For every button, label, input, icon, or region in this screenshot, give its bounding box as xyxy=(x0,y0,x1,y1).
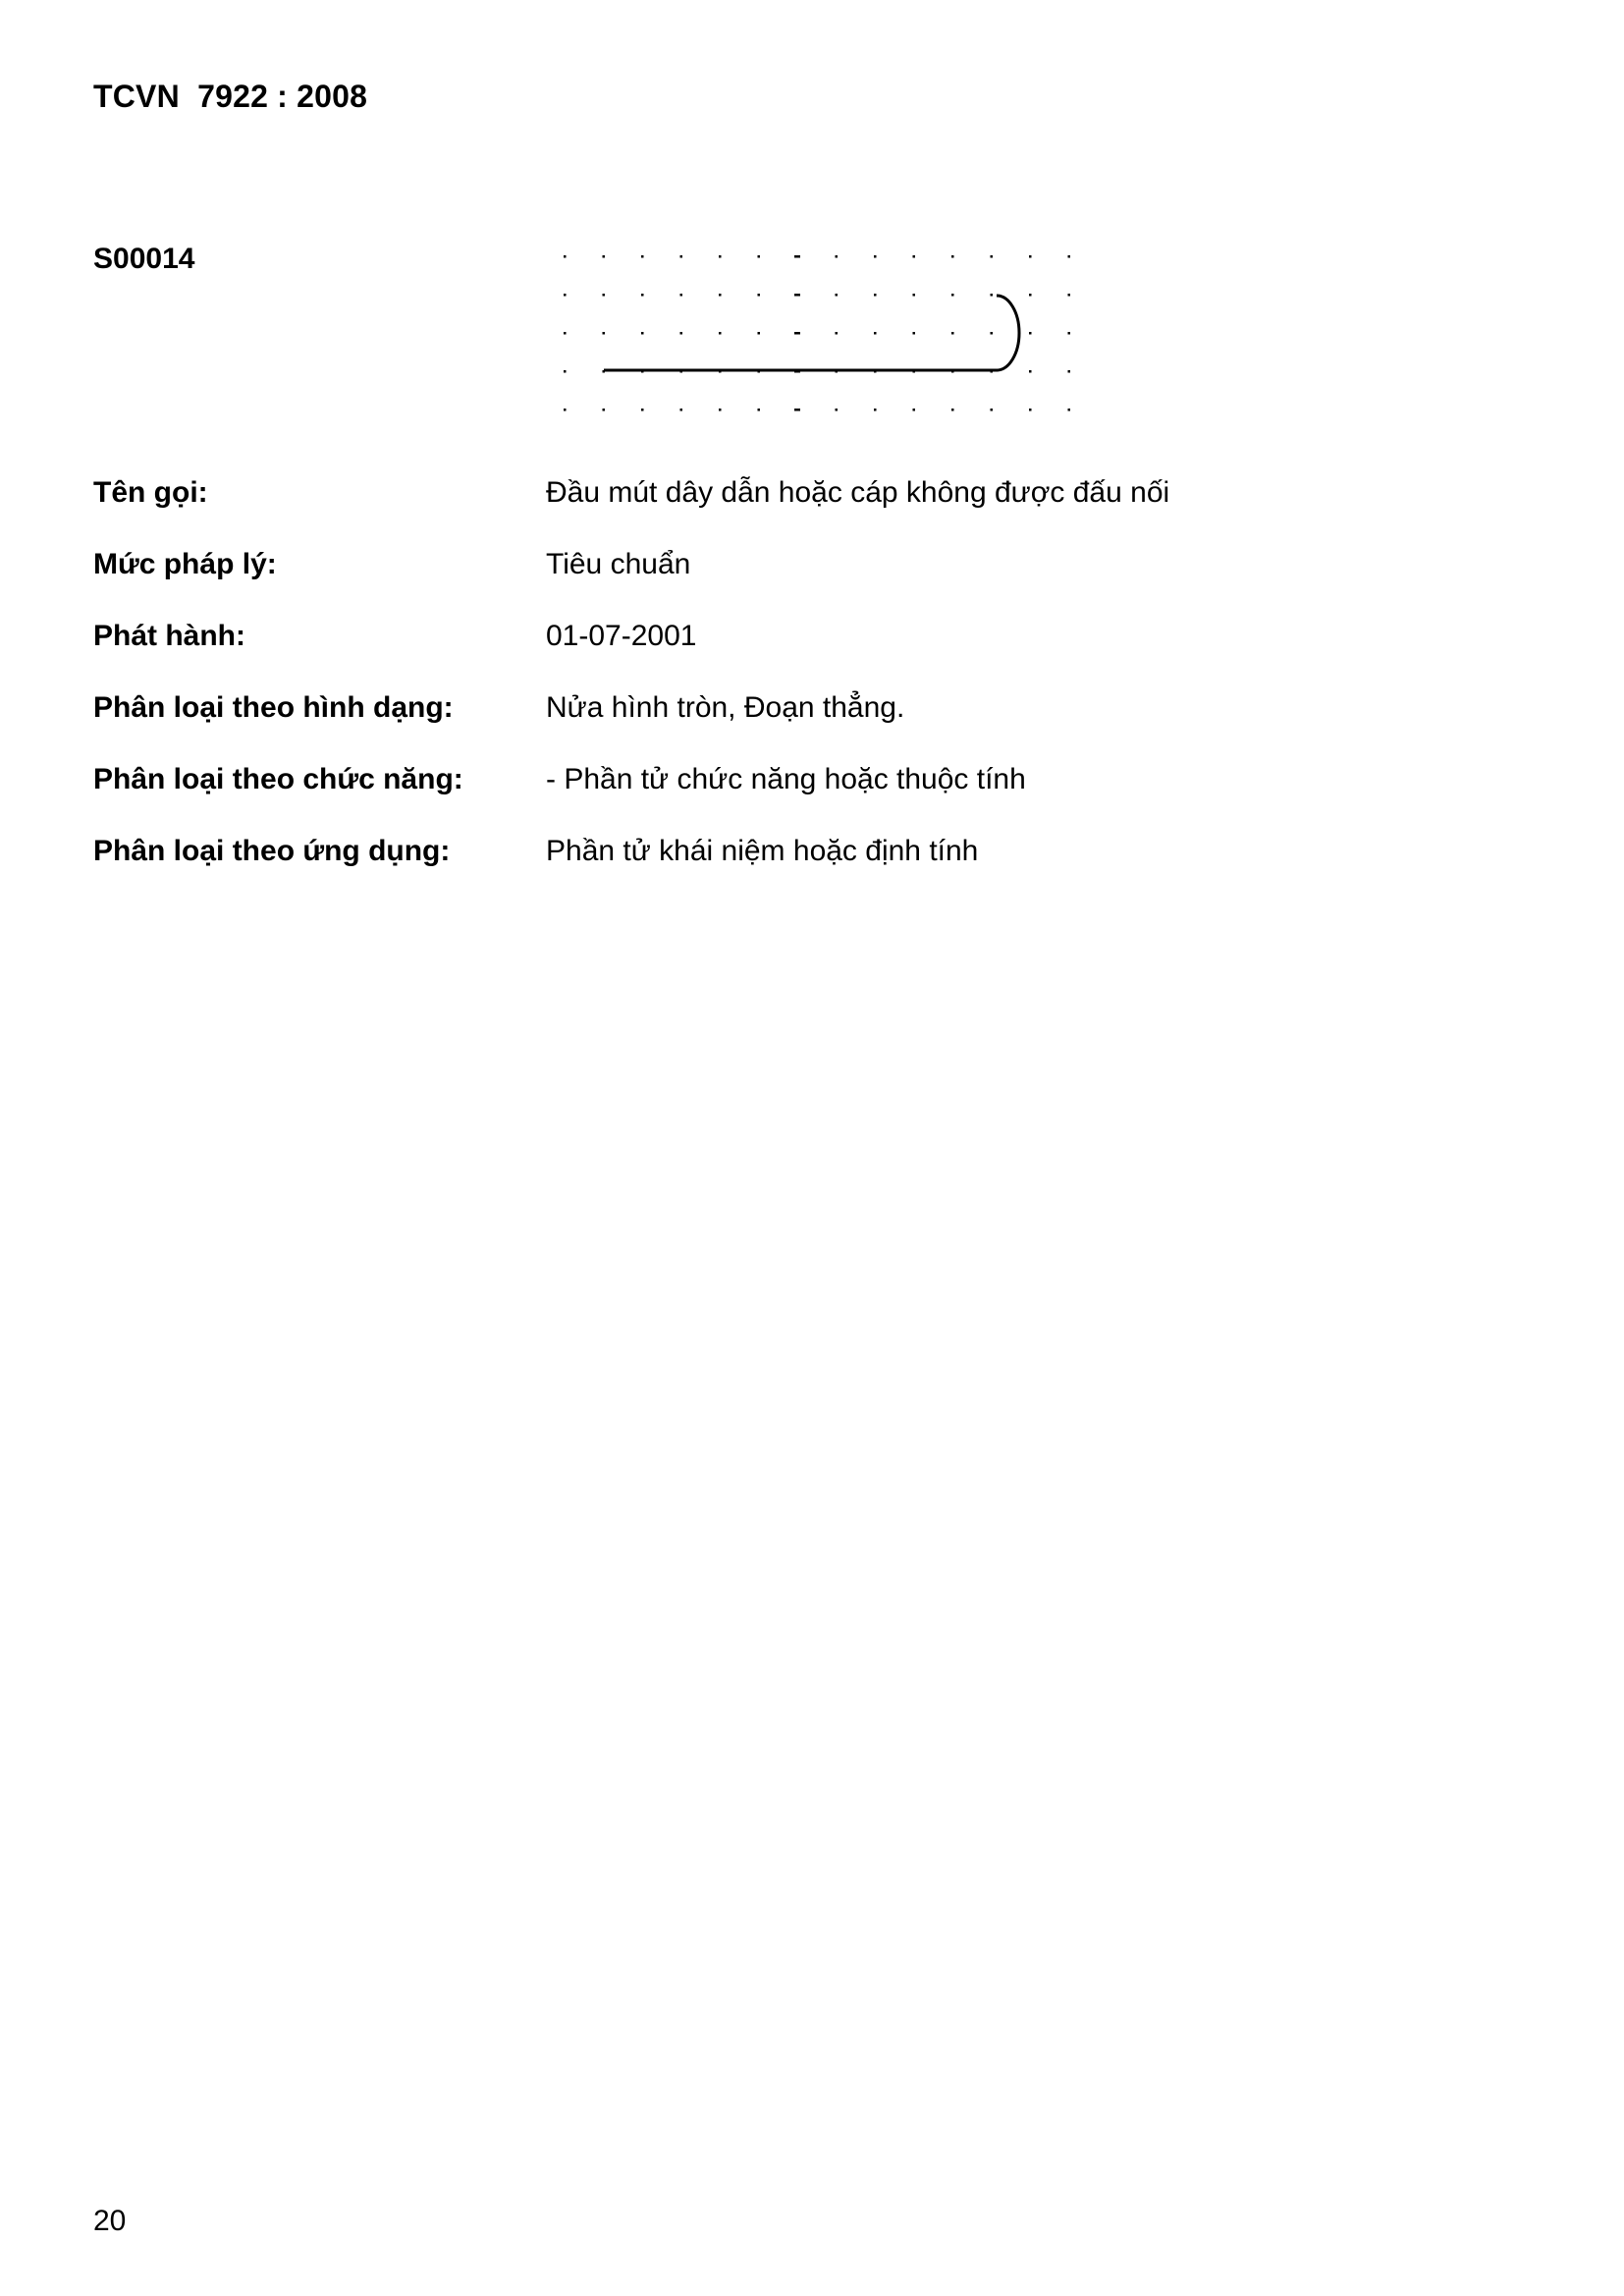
property-value: Đầu mút dây dẫn hoặc cáp không được đấu nối xyxy=(546,476,1170,509)
page-number: 20 xyxy=(93,2205,127,2237)
grid-dot xyxy=(951,409,954,411)
property-value: - Phần tử chức năng hoặc thuộc tính xyxy=(546,763,1026,795)
grid-dot xyxy=(641,332,644,335)
grid-dot xyxy=(1068,370,1071,373)
property-label: Phát hành: xyxy=(93,620,245,652)
grid-dot xyxy=(913,409,916,411)
property-row-legal-level xyxy=(93,545,1468,617)
property-label: Mức pháp lý: xyxy=(93,548,277,580)
grid-dot xyxy=(719,409,722,411)
grid-dot xyxy=(874,332,877,335)
property-value: Tiêu chuẩn xyxy=(546,548,691,580)
grid-dot xyxy=(913,255,916,258)
grid-tick xyxy=(794,332,800,335)
grid-dot xyxy=(719,294,722,297)
grid-dot xyxy=(991,409,994,411)
grid-dot xyxy=(1068,332,1071,335)
grid-dot xyxy=(836,332,839,335)
grid-dot xyxy=(641,255,644,258)
grid-dot xyxy=(1068,255,1071,258)
grid-dot xyxy=(991,332,994,335)
grid-dot xyxy=(603,409,606,411)
property-value: Phần tử khái niệm hoặc định tính xyxy=(546,835,979,867)
grid-dot xyxy=(564,294,567,297)
grid-dot xyxy=(1029,255,1032,258)
grid-dot xyxy=(1068,294,1071,297)
property-row-function-class xyxy=(93,760,1468,832)
grid-dot xyxy=(719,255,722,258)
grid-dot xyxy=(836,409,839,411)
property-label: Phân loại theo ứng dụng: xyxy=(93,835,451,867)
grid-dot xyxy=(564,409,567,411)
grid-dot xyxy=(1029,370,1032,373)
symbol-dot-grid xyxy=(564,255,1070,411)
grid-dot xyxy=(1029,332,1032,335)
grid-dot xyxy=(641,409,644,411)
grid-dot xyxy=(564,255,567,258)
property-value: 01-07-2001 xyxy=(546,620,697,652)
property-row-shape-class xyxy=(93,688,1468,760)
property-label: Phân loại theo chức năng: xyxy=(93,763,463,795)
grid-dot xyxy=(836,255,839,258)
grid-dot xyxy=(680,294,683,297)
grid-dot xyxy=(874,294,877,297)
cable-line xyxy=(604,296,1019,370)
grid-dot xyxy=(680,332,683,335)
property-row-name xyxy=(93,473,1468,545)
property-row-application-class xyxy=(93,832,1468,903)
grid-dot xyxy=(758,409,761,411)
grid-dot xyxy=(951,332,954,335)
grid-dot xyxy=(1068,409,1071,411)
grid-dot xyxy=(913,294,916,297)
grid-dot xyxy=(641,294,644,297)
property-label: Tên gọi: xyxy=(93,476,208,509)
grid-dot xyxy=(913,332,916,335)
symbol-code: S00014 xyxy=(93,243,195,275)
grid-dot xyxy=(1029,409,1032,411)
grid-dot xyxy=(874,409,877,411)
grid-dot xyxy=(758,255,761,258)
grid-dot xyxy=(836,294,839,297)
unconnected-cable-end-symbol-icon xyxy=(545,241,1095,417)
grid-tick xyxy=(794,409,800,411)
grid-tick xyxy=(794,294,800,297)
grid-dot xyxy=(680,409,683,411)
property-row-issued xyxy=(93,617,1468,688)
grid-dot xyxy=(603,255,606,258)
grid-dot xyxy=(874,255,877,258)
grid-dot xyxy=(680,255,683,258)
grid-tick xyxy=(794,255,800,258)
property-label: Phân loại theo hình dạng: xyxy=(93,691,454,724)
standard-code: TCVN 7922 : 2008 xyxy=(93,79,368,114)
grid-dot xyxy=(564,332,567,335)
property-value: Nửa hình tròn, Đoạn thẳng. xyxy=(546,691,905,724)
grid-dot xyxy=(951,255,954,258)
grid-dot xyxy=(991,294,994,297)
properties-list xyxy=(93,473,1468,903)
grid-dot xyxy=(758,332,761,335)
grid-dot xyxy=(758,294,761,297)
grid-dot xyxy=(603,332,606,335)
grid-dot xyxy=(951,294,954,297)
grid-dot xyxy=(991,255,994,258)
grid-dot xyxy=(719,332,722,335)
grid-dot xyxy=(1029,294,1032,297)
grid-dot xyxy=(603,294,606,297)
grid-dot xyxy=(564,370,567,373)
